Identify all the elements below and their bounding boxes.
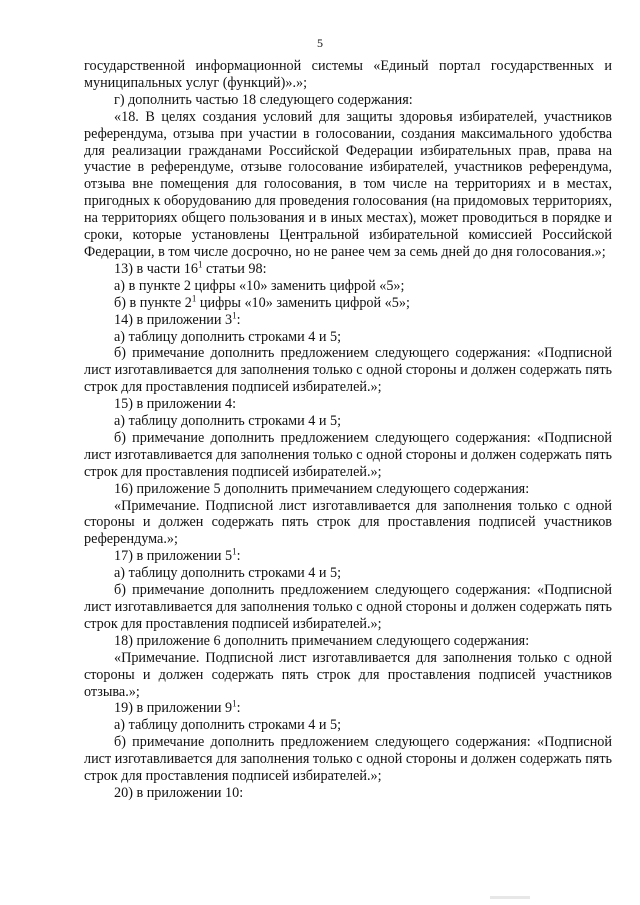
paragraph-item-g: г) дополнить частью 18 следующего содержания: xyxy=(114,91,413,108)
paragraph-item-14-b: б) примечание дополнить предложением следующего содержания: «Подписной лист изготавливается для заполнения только с одной стороны и должен содержать пять строк для проставления подписей избирателей.»; xyxy=(84,345,612,396)
paragraph-item-18: 18) приложение 6 дополнить примечанием следующего содержания: xyxy=(114,632,530,649)
paragraph-item-19: 19) в приложении $9^1$: xyxy=(114,698,241,717)
scan-artifact xyxy=(490,896,530,899)
paragraph-item-17: 17) в приложении $5^1$: xyxy=(114,546,241,565)
paragraph-item-19-b: б) примечание дополнить предложением следующего содержания: «Подписной лист изготавливается для заполнения только с одной стороны и должен содержать пять строк для проставления подписей избирателей.»; xyxy=(84,734,612,785)
paragraph-item-13-b: б) в пункте $2^1$ цифры «10» заменить цифрой «5»; xyxy=(114,292,410,311)
paragraph-item-18-note: «Примечание. Подписной лист изготавливается для заполнения только с одной стороны и должен содержать пять строк для проставления подписей участников отзыва.»; xyxy=(84,649,612,700)
paragraph-item-16: 16) приложение 5 дополнить примечанием следующего содержания: xyxy=(114,480,530,497)
paragraph-item-16-note: «Примечание. Подписной лист изготавливается для заполнения только с одной стороны и должен содержать пять строк для проставления подписей участников референдума.»; xyxy=(84,497,612,548)
paragraph-item-17-b: б) примечание дополнить предложением следующего содержания: «Подписной лист изготавливается для заполнения только с одной стороны и должен содержать пять строк для проставления подписей избирателей.»; xyxy=(84,582,612,632)
paragraph-item-13-a: а) в пункте 2 цифры «10» заменить цифрой «5»; xyxy=(114,277,405,294)
paragraph-item-17-a: а) таблицу дополнить строками 4 и 5; xyxy=(114,565,342,582)
paragraph-item-20: 20) в приложении 10: xyxy=(114,784,244,801)
paragraph-item-14-a: а) таблицу дополнить строками 4 и 5; xyxy=(114,328,342,345)
paragraph-item-15: 15) в приложении 4: xyxy=(114,396,237,413)
paragraph-item-15-a: а) таблицу дополнить строками 4 и 5; xyxy=(114,413,342,430)
paragraph-part-18-text: «18. В целях создания условий для защиты здоровья избирателей, участников референдума, отзыва при участии в голосовании, создания максимального удобства для реализации гражданами Российской Федерации избирательных прав, права на участие в референдуме, отзыве голосование избирателей, участников референдума, отзыва вне помещения для голосования, в том числе на территориях и в местах, пригодных к оборудованию для проведения голосования (на придомовых территориях, на территориях общего пользования и в иных местах), может проводиться в порядке и сроки, которые установлены Центральной избирательной комиссией Российской Федерации, в том числе досрочно, но не ранее чем за семь дней до дня голосования.»; xyxy=(84,108,612,260)
paragraph-continuation: государственной информационной системы «Единый портал государственных и муниципальных услуг (функций)».»; xyxy=(84,58,612,91)
paragraph-item-14: 14) в приложении $3^1$: xyxy=(114,309,241,328)
paragraph-item-15-b: б) примечание дополнить предложением следующего содержания: «Подписной лист изготавливается для заполнения только с одной стороны и должен содержать пять строк для проставления подписей избирателей.»; xyxy=(84,429,612,480)
page-number: 5 xyxy=(317,36,323,50)
paragraph-item-19-a: а) таблицу дополнить строками 4 и 5; xyxy=(114,717,342,734)
paragraph-item-13: 13) в части $16^1$ статьи 98: xyxy=(114,259,267,277)
document-body xyxy=(84,58,612,802)
